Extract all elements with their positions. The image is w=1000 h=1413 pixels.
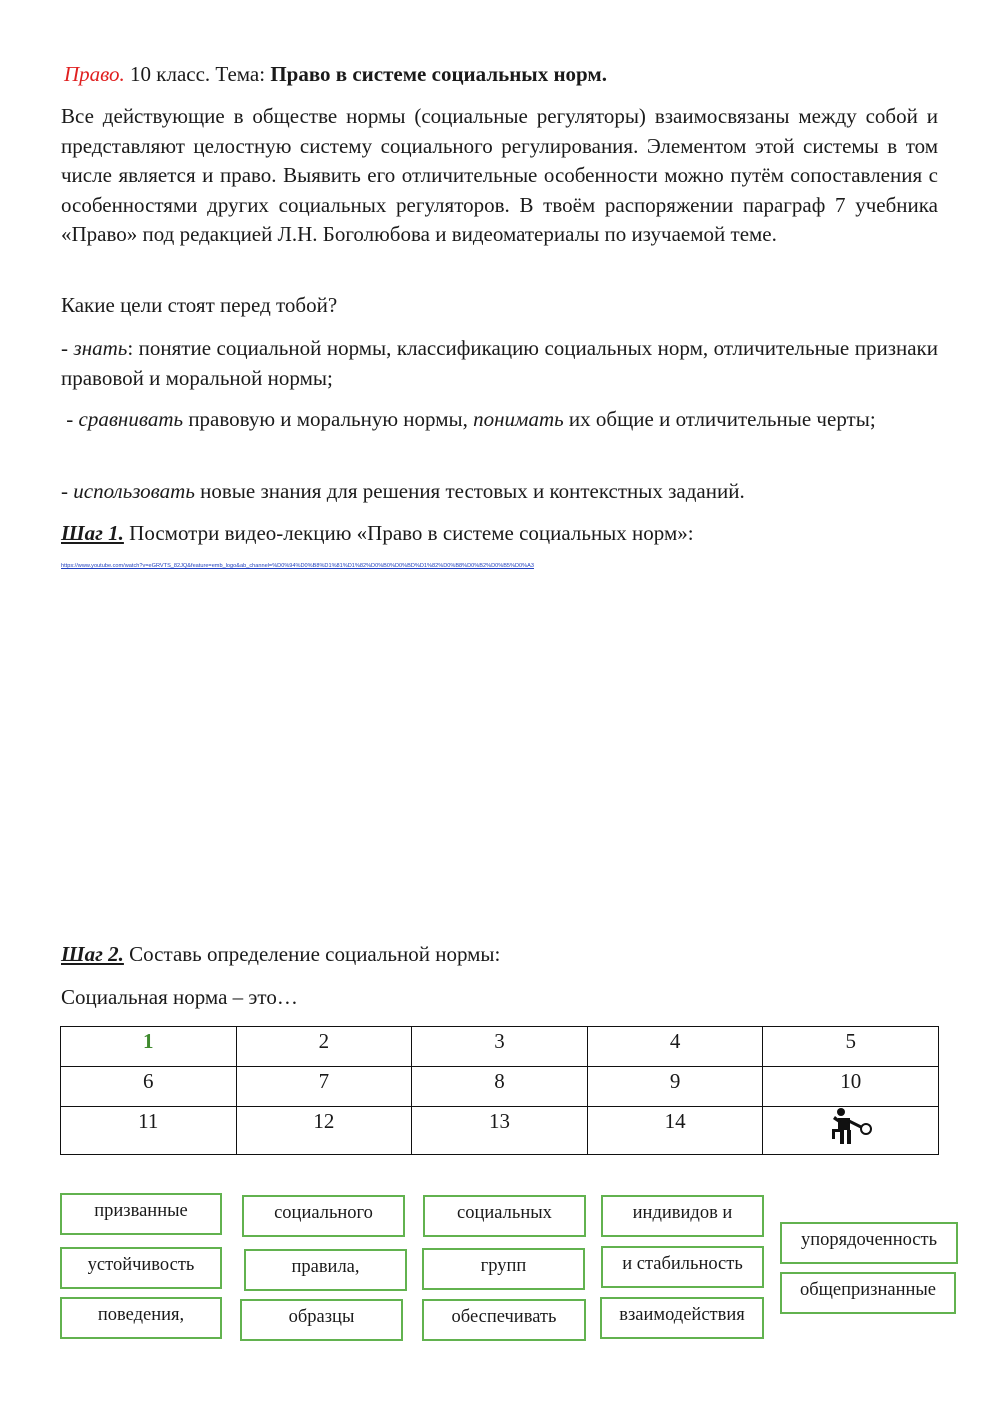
- goal-verb: понимать: [473, 407, 564, 431]
- goal-item: [61, 477, 938, 507]
- step2-heading: [61, 940, 938, 970]
- grid-cell[interactable]: 11: [61, 1107, 237, 1155]
- grid-row: [61, 1067, 939, 1107]
- goal-text: новые знания для решения тестовых и контекстных заданий.: [194, 479, 745, 503]
- step2-label: Шаг 2.: [61, 942, 124, 966]
- goal-text: правовую и моральную нормы,: [183, 407, 474, 431]
- grid-cell[interactable]: 6: [61, 1067, 237, 1107]
- goal-verb: сравнивать: [78, 407, 184, 431]
- grid-row: [61, 1027, 939, 1067]
- grid-cell[interactable]: 4: [587, 1027, 763, 1067]
- word-tile[interactable]: социального: [242, 1195, 405, 1237]
- step1-label: Шаг 1.: [61, 521, 124, 545]
- word-tile[interactable]: индивидов и: [601, 1195, 764, 1237]
- grid-cell[interactable]: 12: [236, 1107, 412, 1155]
- goal-item: [61, 334, 938, 393]
- grid-cell[interactable]: 3: [412, 1027, 588, 1067]
- grid-cell[interactable]: 10: [763, 1067, 939, 1107]
- goal-verb: знать: [73, 336, 128, 360]
- grid-cell[interactable]: 14: [587, 1107, 763, 1155]
- grade-theme-label: 10 класс. Тема:: [130, 62, 266, 86]
- goal-text: : понятие социальной нормы, классификацию социальных норм, отличительные признаки правовой и моральной нормы;: [61, 336, 938, 390]
- step1-heading: [61, 519, 938, 549]
- goal-verb: использовать: [73, 479, 195, 503]
- theme-title: Право в системе социальных норм.: [270, 62, 607, 86]
- grid-cell-icon[interactable]: [763, 1107, 939, 1155]
- grid-cell[interactable]: 1: [61, 1027, 237, 1067]
- word-tile[interactable]: групп: [422, 1248, 585, 1290]
- word-tile[interactable]: устойчивость: [60, 1247, 222, 1289]
- subject-label: Право.: [64, 62, 125, 86]
- goal-text: их общие и отличительные черты;: [563, 407, 876, 431]
- word-tile[interactable]: правила,: [244, 1249, 407, 1291]
- grid-cell[interactable]: 7: [236, 1067, 412, 1107]
- grid-cell[interactable]: 9: [587, 1067, 763, 1107]
- grid-cell[interactable]: 13: [412, 1107, 588, 1155]
- answer-grid: [60, 1026, 939, 1155]
- goal-dash: -: [66, 407, 74, 431]
- goal-dash: -: [61, 479, 68, 503]
- tennis-player-icon[interactable]: [829, 1107, 873, 1147]
- word-tile[interactable]: поведения,: [60, 1297, 222, 1339]
- grid-cell[interactable]: 5: [763, 1027, 939, 1067]
- step2-text: Составь определение социальной нормы:: [123, 942, 501, 966]
- grid-cell[interactable]: 2: [236, 1027, 412, 1067]
- word-tile[interactable]: взаимодействия: [600, 1297, 764, 1339]
- word-tile[interactable]: образцы: [240, 1299, 403, 1341]
- word-tile[interactable]: призванные: [60, 1193, 222, 1235]
- step1-text: Посмотри видео-лекцию «Право в системе социальных норм»:: [123, 521, 694, 545]
- word-tile[interactable]: и стабильность: [601, 1246, 764, 1288]
- word-tile[interactable]: социальных: [423, 1195, 586, 1237]
- grid-cell[interactable]: 8: [412, 1067, 588, 1107]
- video-lecture-link[interactable]: https://www.youtube.com/watch?v=eGRVTS_82JQ&feature=emb_logo&ab_channel=%D0%94%D0%B8%D1%81%D1%82%D0%B0%D0%BD%D1%82%D0%B8%D0%B2%D0%B5%D0%A3: [61, 563, 534, 569]
- title-line: [64, 60, 944, 90]
- grid-row: [61, 1107, 939, 1155]
- word-tile[interactable]: обеспечивать: [422, 1299, 586, 1341]
- word-tile[interactable]: упорядоченность: [780, 1222, 958, 1264]
- word-tile[interactable]: общепризнанные: [780, 1272, 956, 1314]
- intro-paragraph: Все действующие в обществе нормы (социальные регуляторы) взаимосвязаны между собой и представляют целостную систему социального регулирования. Элементом этой системы в том числе является и право. Выявить его отличительные особенности можно путём сопоставления с особенностями других социальных регуляторов. В твоём распоряжении параграф 7 учебника «Право» под редакцией Л.Н. Боголюбова и видеоматериалы по изучаемой теме.: [61, 104, 938, 247]
- goal-dash: -: [61, 336, 68, 360]
- definition-start: Социальная норма – это…: [61, 985, 298, 1009]
- goals-question: Какие цели стоят перед тобой?: [61, 293, 338, 317]
- goal-item: [61, 405, 938, 435]
